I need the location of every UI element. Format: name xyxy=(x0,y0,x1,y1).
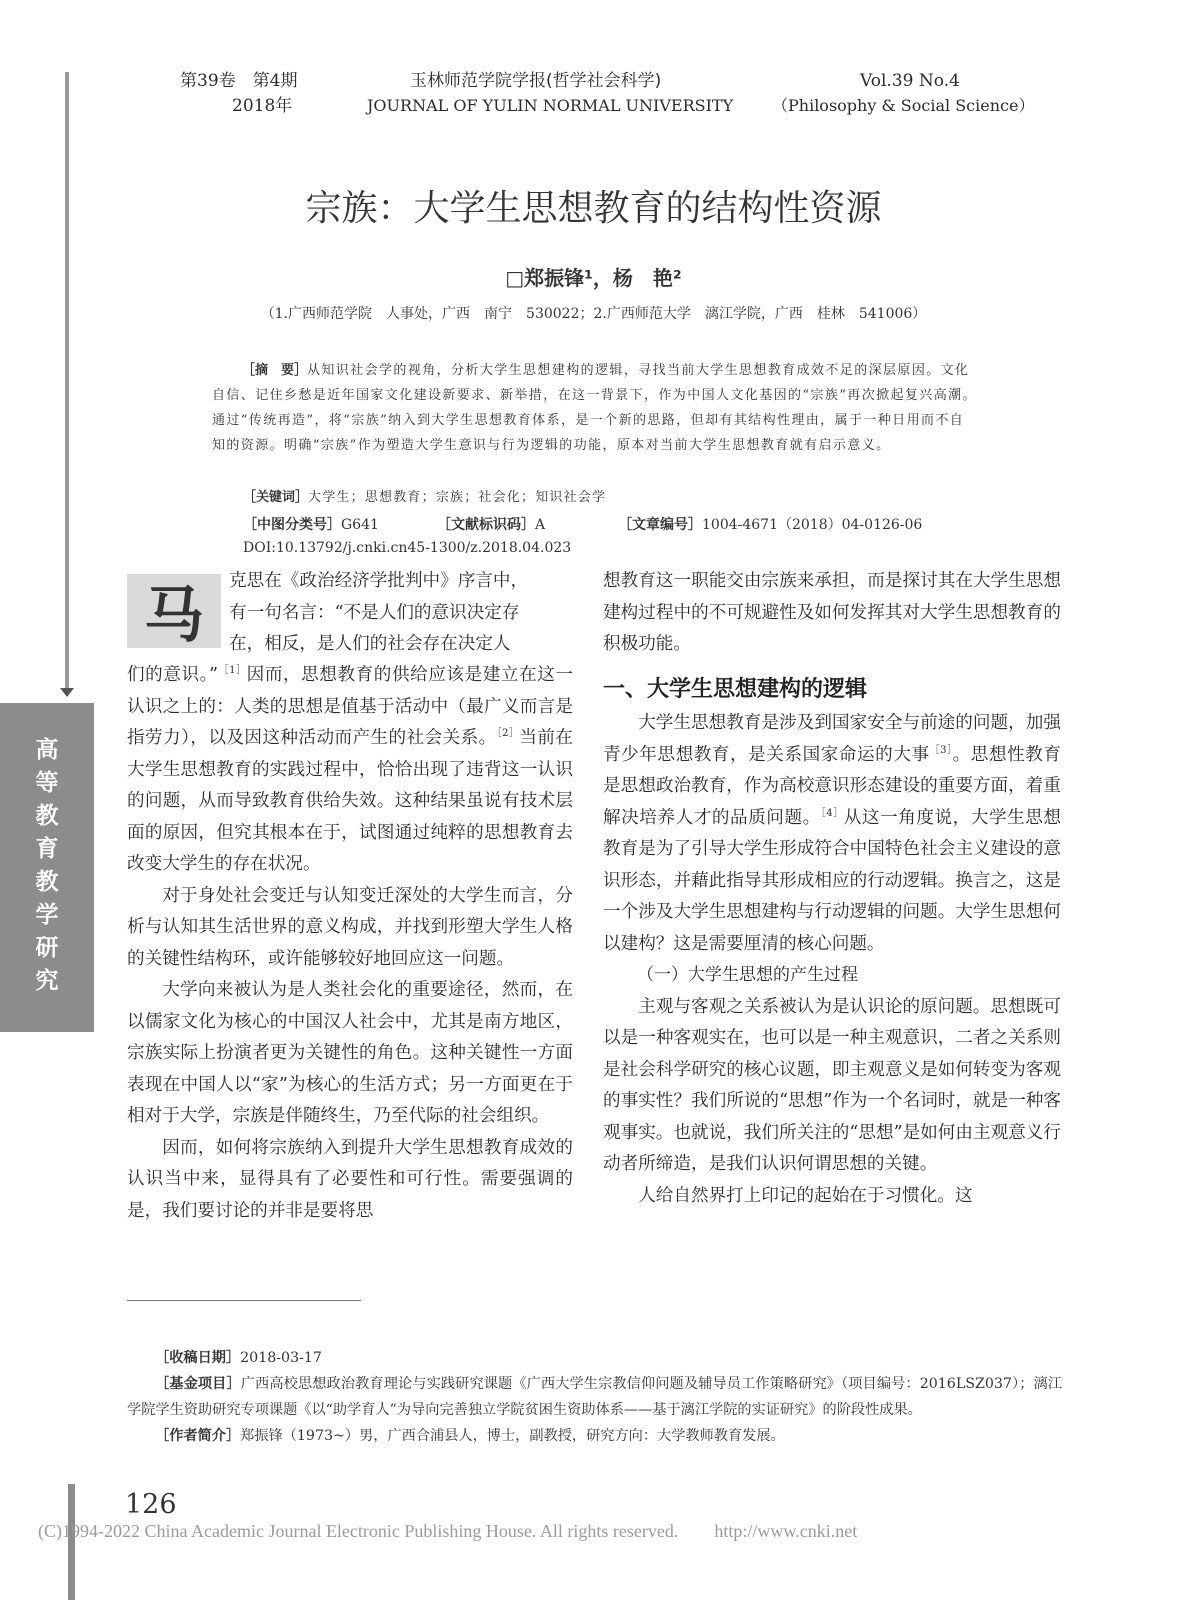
paragraph: 因而，如何将宗族纳入到提升大学生思想教育成效的认识当中来，显得具有了必要性和可行性。需要强调的是，我们要讨论的并非是要将思 xyxy=(127,1137,573,1221)
paragraph xyxy=(127,660,573,881)
text-span: 。思想性教育是思想政治教育，作为高校意识形态建设的重要方面，着重解决培养人才的品质问题。 xyxy=(603,744,1061,828)
fund-tag: ［基金项目］ xyxy=(155,1376,241,1392)
fund-info xyxy=(127,1371,1062,1423)
right-column-top xyxy=(603,566,1061,661)
header-volume-issue-en: Vol.39 No.4 xyxy=(860,71,960,91)
keywords-text: 大学生；思想教育；宗族；社会化；知识社会学 xyxy=(308,490,607,505)
sidebar-char: 教 xyxy=(35,803,59,829)
text-span: 们的意识。” xyxy=(127,665,219,685)
paragraph: 主观与客观之关系被认为是认识论的原问题。思想既可以是一种客观实在，也可以是一种主观意识，二者之关系则是社会科学研究的核心议题，即主观意义是如何转变为客观的事实性？我们所说的“思想”作为一个名词时，就是一种客观事实。也就说，我们所关注的“思想”是如何由主观意义行动者所缔造，是我们认识何谓思想的关键。 xyxy=(603,996,1061,1174)
received-date xyxy=(127,1345,1062,1371)
subsection-heading: （一）大学生思想的产生过程 xyxy=(637,965,858,985)
paragraph: 人给自然界打上印记的起始在于习惯化。这 xyxy=(638,1185,973,1206)
received-tag: ［收稿日期］ xyxy=(155,1350,241,1366)
left-column-lead xyxy=(229,566,573,661)
citation-ref[interactable]: ［4］ xyxy=(820,807,844,819)
sidebar-section-label xyxy=(0,703,94,1032)
fund-value: 广西高校思想政治教育理论与实践研究课题《广西大学生宗教信仰问题及辅导员工作策略研究》（项目编号：2016LSZ037）；漓江学院学生资助研究专项课题《以“助学育人”为导向完善独立学院贫困生资助体系——基于漓江学院的实证研究》的阶段性成果。 xyxy=(127,1376,1062,1418)
sidebar-line xyxy=(65,72,69,692)
paragraph: 想教育这一职能交由宗族来承担，而是探讨其在大学生思想建构过程中的不可规避性及如何发挥其对大学生思想教育的积极功能。 xyxy=(603,571,1061,654)
doi: DOI:10.13792/j.cnki.cn45-1300/z.2018.04.023 xyxy=(243,540,572,556)
abstract-tag: ［摘 要］ xyxy=(242,363,308,378)
article-affiliations: （1.广西师范学院 人事处，广西 南宁 530022；2.广西师范大学 漓江学院，广西 桂林 541006） xyxy=(260,306,927,322)
drop-cap: 马 xyxy=(127,574,221,648)
page-number: 126 xyxy=(125,1489,177,1520)
sidebar-char: 研 xyxy=(35,935,59,961)
sidebar-arrow-icon xyxy=(60,688,74,697)
sidebar-char: 究 xyxy=(35,968,59,994)
footnote-divider xyxy=(127,1300,361,1301)
doc-code xyxy=(437,514,545,534)
copyright-watermark: (C)1994-2022 China Academic Journal Electronic Publishing House. All rights reserved. http://www.cnki.net xyxy=(38,1521,858,1541)
received-value: 2018-03-17 xyxy=(240,1350,322,1366)
paragraph: 对于身处社会变迁与认知变迁深处的大学生而言，分析与认知其生活世界的意义构成，并找到形塑大学生人格的关键性结构环，或许能够较好地回应这一问题。 xyxy=(127,885,573,969)
sidebar-char: 等 xyxy=(35,770,59,796)
article-title: 宗族：大学生思想教育的结构性资源 xyxy=(305,188,882,229)
sidebar-char: 育 xyxy=(35,836,59,862)
header-volume-issue: 第39卷 第4期 xyxy=(180,71,298,91)
text-line: 克思在《政治经济学批判中》序言中， xyxy=(229,571,529,591)
clc-tag: ［中图分类号］ xyxy=(243,517,341,533)
doc-code-value: A xyxy=(535,517,546,533)
citation-ref[interactable]: ［3］ xyxy=(929,744,953,756)
author-tag: ［作者简介］ xyxy=(155,1428,241,1444)
section-heading: 一、大学生思想建构的逻辑 xyxy=(603,677,868,702)
header-journal-cn: 玉林师范学院学报(哲学社会科学) xyxy=(410,71,662,91)
keywords xyxy=(243,486,606,505)
text-span: 从这一角度说，大学生思想教育是为了引导大学生形成符合中国特色社会主义建设的意识形态，并藉此指导其形成相应的行动逻辑。换言之，这是一个涉及大学生思想建构与行动逻辑的问题。大学生思想何以建构？这是需要厘清的核心问题。 xyxy=(603,807,1061,954)
header-year: 2018年 xyxy=(232,96,293,116)
text-span: 大学生思想教育是涉及到国家安全与前途的问题，加强青少年思想教育，是关系国家命运的大事 xyxy=(603,713,1061,765)
author-bio xyxy=(127,1423,1062,1449)
text-span: 因而，思想教育的供给应该是建立在这一认识之上的：人类的思想是值基于活动中（最广义而言是指劳力），以及因这种活动而产生的社会关系。 xyxy=(127,665,573,748)
clc xyxy=(243,514,379,534)
paragraph: 大学向来被认为是人类社会化的重要途径，然而，在以儒家文化为核心的中国汉人社会中，尤其是南方地区，宗族实际上扮演者更为关键性的角色。这种关键性一方面表现在中国人以“家”为核心的生活方式；另一方面更在于相对于大学，宗族是伴随终生，乃至代际的社会组织。 xyxy=(127,980,573,1126)
article-number-tag: ［文章编号］ xyxy=(618,517,702,533)
article-authors: □郑振锋¹，杨 艳² xyxy=(505,266,682,290)
citation-ref[interactable]: ［1］ xyxy=(218,665,247,677)
text-line: 有一句名言：“不是人们的意识决定存 xyxy=(229,602,520,623)
abstract xyxy=(212,358,978,458)
doc-code-tag: ［文献标识码］ xyxy=(437,517,535,533)
citation-ref[interactable]: ［2］ xyxy=(496,728,520,740)
sidebar-char: 高 xyxy=(35,737,59,763)
article-number-value: 1004-4671（2018）04-0126-06 xyxy=(702,517,923,533)
abstract-text: 从知识社会学的视角，分析大学生思想建构的逻辑，寻找当前大学生思想教育成效不足的深层原因。文化自信、记住乡愁是近年国家文化建设新要求、新举措，在这一背景下，作为中国人文化基因的“宗族”再次掀起复兴高潮。通过“传统再造”，将“宗族”纳入到大学生思想教育体系，是一个新的思路，但却有其结构性理由，属于一种日用而不自知的资源。明确“宗族”作为塑造大学生意识与行为逻辑的功能，原本对当前大学生思想教育就有启示意义。 xyxy=(212,363,977,453)
right-column xyxy=(603,708,1061,1212)
author-value: 郑振锋（1973~）男，广西合浦县人，博士，副教授，研究方向：大学教师教育发展。 xyxy=(240,1428,785,1444)
clc-value: G641 xyxy=(341,517,379,533)
text-span: 当前在大学生思想教育的实践过程中，恰恰出现了违背这一认识的问题，从而导致教育供给失效。这种结果虽说有技术层面的原因，但究其根本在于，试图通过纯粹的思想教育去改变大学生的存在状况。 xyxy=(127,728,573,874)
header-journal-en: JOURNAL OF YULIN NORMAL UNIVERSITY xyxy=(367,96,734,115)
article-number xyxy=(618,514,922,534)
keywords-tag: ［关键词］ xyxy=(243,490,309,505)
footnotes xyxy=(127,1345,1062,1449)
paragraph xyxy=(603,708,1061,960)
sidebar-char: 学 xyxy=(35,902,59,928)
header-series-en: （Philosophy & Social Science） xyxy=(772,96,1035,115)
left-column xyxy=(127,660,573,1227)
text-line: 在，相反，是人们的社会存在决定人 xyxy=(229,634,511,654)
sidebar-char: 教 xyxy=(35,869,59,895)
